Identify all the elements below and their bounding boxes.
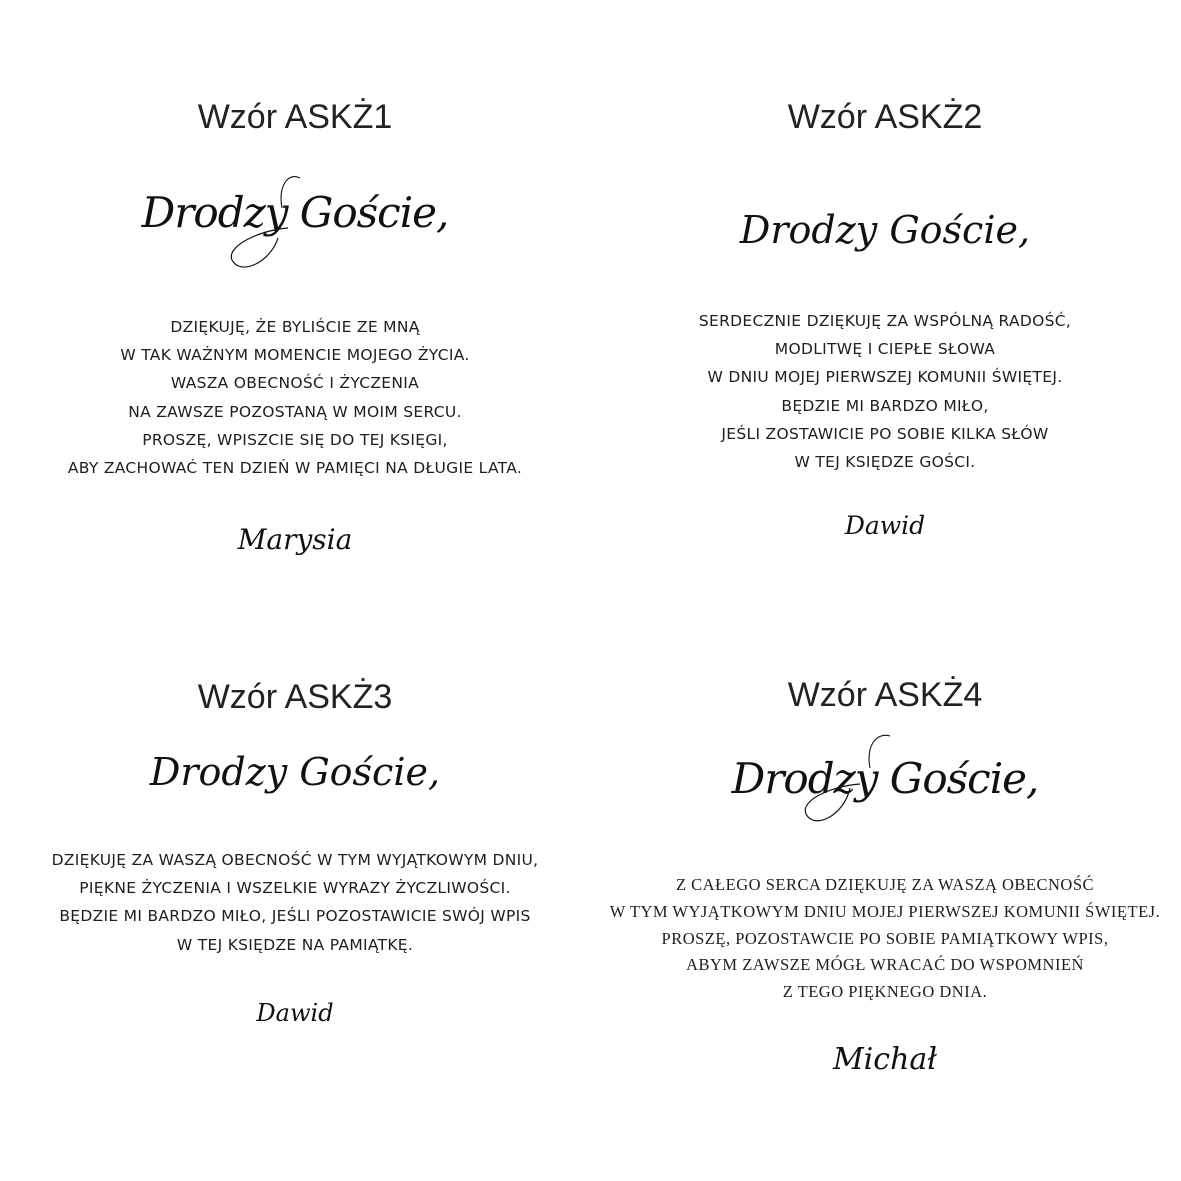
message-line: PROSZĘ, POZOSTAWCIE PO SOBIE PAMIĄTKOWY WPIS, [661,928,1109,948]
message-line: W TYM WYJĄTKOWYM DNIU MOJEJ PIERWSZEJ KOMUNII ŚWIĘTEJ. [609,901,1161,921]
template-title: Wzór ASKŻ2 [787,98,983,136]
greeting-text: Drodzy Goście, [141,188,449,237]
message-line: NA ZAWSZE POZOSTANĄ W MOIM SERCU. [128,402,462,421]
message-line: WASZA OBECNOŚĆ I ŻYCZENIA [170,374,420,393]
signature: Marysia [237,523,353,556]
template-panel-askz1 [0,0,590,590]
template-panel-askz2 [590,0,1180,590]
message-line: Z CAŁEGO SERCA DZIĘKUJĘ ZA WASZĄ OBECNOŚĆ [675,875,1095,894]
template-panel-askz4 [590,590,1180,1180]
message-line: BĘDZIE MI BARDZO MIŁO, JEŚLI POZOSTAWICIE SWÓJ WPIS [59,907,531,926]
message-line: ABYM ZAWSZE MÓGŁ WRACAĆ DO WSPOMNIEŃ [686,955,1084,975]
message-line: W TEJ KSIĘDZE NA PAMIĄTKĘ. [176,935,414,954]
message-line: W TAK WAŻNYM MOMENCIE MOJEGO ŻYCIA. [120,346,470,365]
message-body [590,872,1180,1006]
message-line: PIĘKNE ŻYCZENIA I WSZELKIE WYRAZY ŻYCZLIWOŚCI. [79,879,511,898]
message-body [590,307,1180,476]
message-line: BĘDZIE MI BARDZO MIŁO, [781,396,989,415]
message-body [0,313,590,482]
signature: Dawid [256,999,334,1027]
message-line: DZIĘKUJĘ ZA WASZĄ OBECNOŚĆ W TYM WYJĄTKOWYM DNIU, [51,851,539,869]
message-line: W DNIU MOJEJ PIERWSZEJ KOMUNII ŚWIĘTEJ. [707,368,1063,387]
message-line: MODLITWĘ I CIEPŁE SŁOWA [774,340,996,359]
message-line: ABY ZACHOWAĆ TEN DZIEŃ W PAMIĘCI NA DŁUGIE LATA. [67,459,523,478]
template-title: Wzór ASKŻ1 [197,98,393,136]
template-title: Wzór ASKŻ3 [197,678,393,716]
message-line: W TEJ KSIĘDZE GOŚCI. [794,453,976,472]
greeting-text: Drodzy Goście, [739,208,1031,252]
message-line: DZIĘKUJĘ, ŻE BYLIŚCIE ZE MNĄ [170,318,420,336]
template-title: Wzór ASKŻ4 [787,676,983,714]
message-line: SERDECZNIE DZIĘKUJĘ ZA WSPÓLNĄ RADOŚĆ, [698,312,1072,330]
template-panel-askz3 [0,590,590,1180]
message-body [0,846,590,959]
greeting-text: Drodzy Goście, [149,750,441,794]
greeting-text: Drodzy Goście, [731,754,1039,803]
signature: Michał [832,1042,938,1077]
message-line: PROSZĘ, WPISZCIE SIĘ DO TEJ KSIĘGI, [142,430,448,449]
message-line: Z TEGO PIĘKNEGO DNIA. [782,982,988,1002]
message-line: JEŚLI ZOSTAWICIE PO SOBIE KILKA SŁÓW [721,424,1049,443]
signature: Dawid [844,511,926,540]
